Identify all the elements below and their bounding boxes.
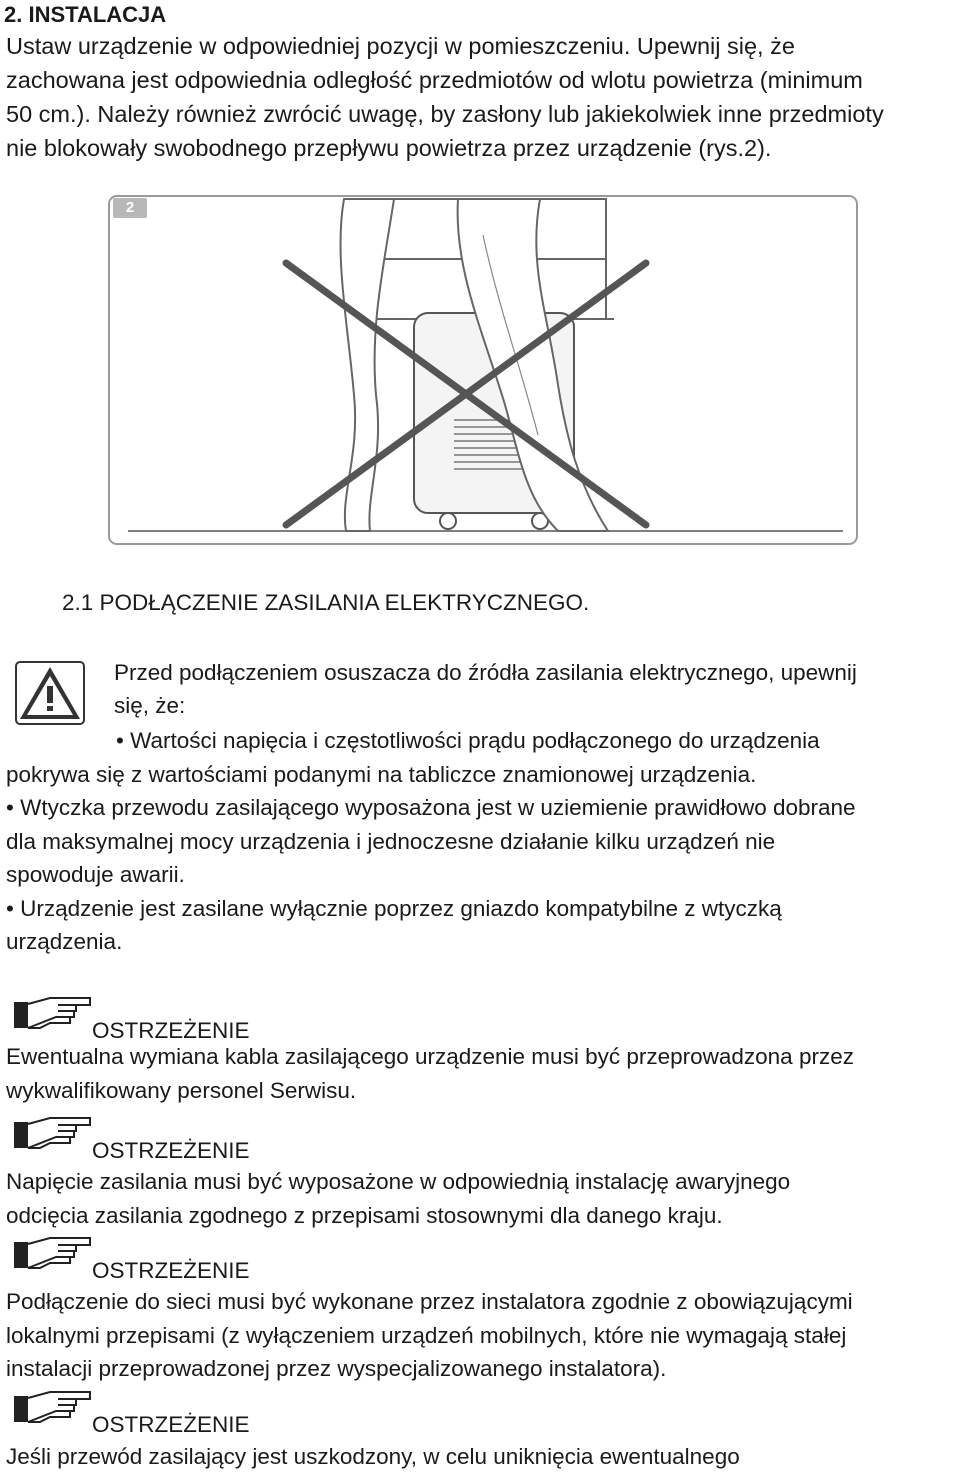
list-item: • Urządzenie jest zasilane wyłącznie poprzez gniazdo kompatybilne z wtyczką <box>6 895 782 921</box>
warning-line: się, że: <box>114 693 186 718</box>
note-title: OSTRZEŻENIE <box>92 1018 250 1043</box>
note-line: Ewentualna wymiana kabla zasilającego urządzenie musi być przeprowadzona przez <box>6 1044 854 1069</box>
note-title: OSTRZEŻENIE <box>92 1412 250 1437</box>
note-title: OSTRZEŻENIE <box>92 1138 250 1163</box>
figure-number-badge: 2 <box>113 198 147 218</box>
note-title: OSTRZEŻENIE <box>92 1258 250 1283</box>
warning-intro <box>114 656 857 722</box>
intro-line: nie blokowały swobodnego przepływu powietrza przez urządzenie (rys.2). <box>6 135 772 161</box>
pointing-hand-icon <box>10 1388 94 1428</box>
intro-line: Ustaw urządzenie w odpowiedniej pozycji w pomieszczeniu. Upewnij się, że <box>6 33 795 59</box>
requirements-list <box>6 724 856 959</box>
warning-triangle-icon <box>14 660 86 726</box>
note-line: Podłączenie do sieci musi być wykonane przez instalatora zgodnie z obowiązującymi <box>6 1289 853 1314</box>
note-line: odcięcia zasilania zgodnego z przepisami stosownymi dla danego kraju. <box>6 1202 723 1228</box>
list-item: • Wartości napięcia i częstotliwości prądu podłączonego do urządzenia <box>116 728 820 753</box>
note-line: Jeśli przewód zasilający jest uszkodzony, w celu uniknięcia ewentualnego <box>6 1444 740 1469</box>
note-line: lokalnymi przepisami (z wyłączeniem urządzeń mobilnych, które nie wymagają stałej <box>6 1322 847 1348</box>
pointing-hand-icon <box>10 1234 94 1274</box>
list-item: dla maksymalnej mocy urządzenia i jednoczesne działanie kilku urządzeń nie <box>6 828 776 854</box>
list-item: pokrywa się z wartościami podanymi na tabliczce znamionowej urządzenia. <box>6 761 757 787</box>
intro-paragraph <box>6 30 884 166</box>
subsection-heading: 2.1 PODŁĄCZENIE ZASILANIA ELEKTRYCZNEGO. <box>62 590 590 615</box>
list-item: urządzenia. <box>6 929 123 954</box>
figure-curtain-dehumidifier <box>108 195 858 545</box>
list-item: spowoduje awarii. <box>6 862 185 887</box>
pointing-hand-icon <box>10 994 94 1034</box>
pointing-hand-icon <box>10 1114 94 1154</box>
warning-line: Przed podłączeniem osuszacza do źródła zasilania elektrycznego, upewnij <box>114 660 857 685</box>
note-line: Napięcie zasilania musi być wyposażone w odpowiednią instalację awaryjnego <box>6 1169 791 1194</box>
section-heading: 2. INSTALACJA <box>4 2 167 27</box>
note-line: wykwalifikowany personel Serwisu. <box>6 1077 357 1103</box>
intro-line: zachowana jest odpowiednia odległość przedmiotów od wlotu powietrza (minimum <box>6 67 863 93</box>
note-line: instalacji przeprowadzonej przez wyspecjalizowanego instalatora). <box>6 1356 667 1381</box>
list-item: • Wtyczka przewodu zasilającego wyposażona jest w uziemienie prawidłowo dobrane <box>6 795 856 820</box>
intro-line: 50 cm.). Należy również zwrócić uwagę, by zasłony lub jakiekolwiek inne przedmioty <box>6 101 884 127</box>
